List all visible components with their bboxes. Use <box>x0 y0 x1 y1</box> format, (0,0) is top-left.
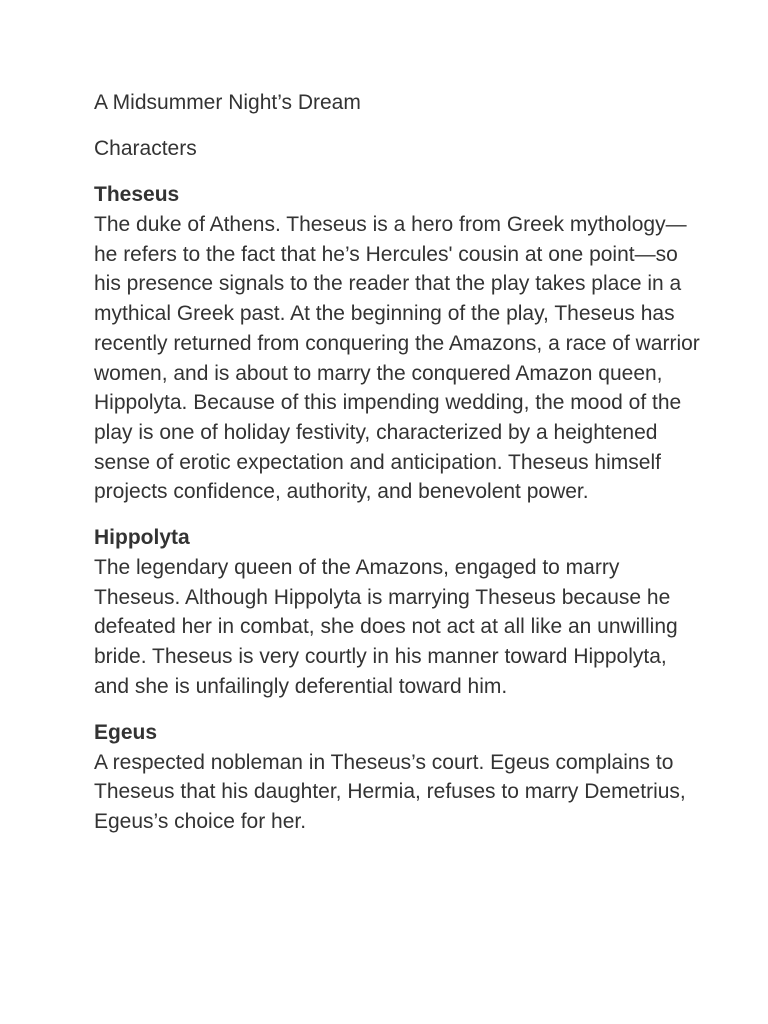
character-entry-egeus <box>94 718 704 837</box>
character-name: Theseus <box>94 183 180 206</box>
document-page <box>94 88 704 853</box>
character-name: Hippolyta <box>94 526 190 550</box>
document-title: A Midsummer Night’s Dream <box>94 91 361 114</box>
character-name: Egeus <box>94 720 158 744</box>
character-entry-theseus <box>94 180 704 507</box>
section-heading: Characters <box>94 137 197 160</box>
character-entry-hippolyta <box>94 523 704 702</box>
character-description: The legendary queen of the Amazons, engaged to marry Theseus. Although Hippolyta is marrying Theseus because he defeated her in combat, she does not act at all like an unwilling bride. Theseus is very courtly in his manner toward Hippolyta, and she is unfailingly deferential toward him. <box>94 556 678 698</box>
character-description: A respected nobleman in Theseus’s court. Egeus complains to Theseus that his daughter, Hermia, refuses to marry Demetrius, Egeus’s choice for her. <box>94 750 686 833</box>
character-description: The duke of Athens. Theseus is a hero from Greek mythology—he refers to the fact that he’s Hercules' cousin at one point—so his presence signals to the reader that the play takes place in a mythical Greek past. At the beginning of the play, Theseus has recently returned from conquering the Amazons, a race of warrior women, and is about to marry the conquered Amazon queen, Hippolyta. Because of this impending wedding, the mood of the play is one of holiday festivity, characterized by a heightened sense of erotic expectation and anticipation. Theseus himself projects confidence, authority, and benevolent power. <box>94 213 700 504</box>
